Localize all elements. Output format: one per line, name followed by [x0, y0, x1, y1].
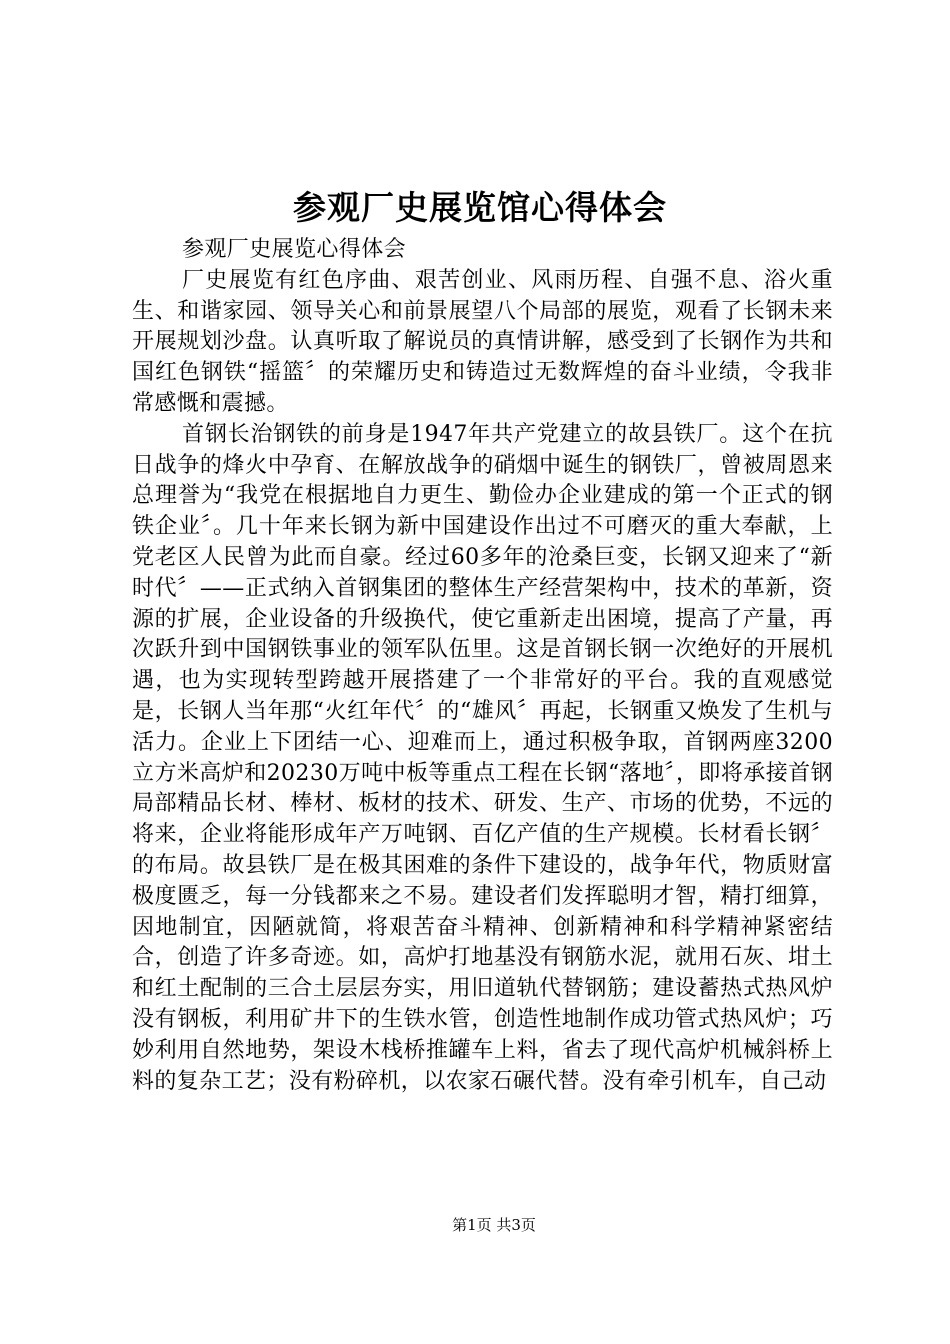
document-title: 参观厂史展览馆心得体会	[293, 188, 667, 227]
paragraph-history: 首钢长治钢铁的前身是1947年共产党建立的故县铁厂。这个在抗日战争的烽火中孕育、在解放战争的硝烟中诞生的钢铁厂，曾被周恩来总理誉为“我党在根据地自力更生、勤俭办企业建成的第一个正式的钢铁企业〞。几十年来长钢为新中国建设作出过不可磨灭的重大奉献，上党老区人民曾为此而自豪。经过60多年的沧桑巨变，长钢又迎来了“新时代〞——正式纳入首钢集团的整体生产经营架构中，技术的革新，资源的扩展，企业设备的升级换代，使它重新走出困境，提高了产量，再次跃升到中国钢铁事业的领军队伍里。这是首钢长钢一次绝好的开展机遇，也为实现转型跨越开展搭建了一个非常好的平台。我的直观感觉是，长钢人当年那“火红年代〞的“雄风〞再起，长钢重又焕发了生机与活力。企业上下团结一心、迎难而上，通过积极争取，首钢两座3200立方米高炉和20230万吨中板等重点工程在长钢“落地〞，即将承接首钢局部精品长材、棒材、板材的技术、研发、生产、市场的优势，不远的将来，企业将能形成年产万吨钢、百亿产值的生产规模。长材看长钢〞的布局。故县铁厂是在极其困难的条件下建设的，战争年代，物质财富极度匮乏，每一分钱都来之不易。建设者们发挥聪明才智，精打细算，因地制宜，因陋就简，将艰苦奋斗精神、创新精神和科学精神紧密结合，创造了许多奇迹。如，高炉打地基没有钢筋水泥，就用石灰、坩土和红土配制的三合土层层夯实，用旧道轨代替钢筋；建设蓄热式热风炉没有钢板，利用矿井下的生铁水管，创造性地制作成功管式热风炉；巧妙利用自然地势，架设木栈桥推罐车上料，省去了现代高炉机械斜桥上料的复杂工艺；没有粉碎机，以农家石碾代替。没有牵引机车，自己动	[132, 421, 833, 1094]
paragraph-exhibition: 厂史展览有红色序曲、艰苦创业、风雨历程、自强不息、浴火重生、和谐家园、领导关心和前景展望八个局部的展览，观看了长钢未来开展规划沙盘。认真听取了解说员的真情讲解，感受到了长钢作为共和国红色钢铁“摇篮〞的荣耀历史和铸造过无数辉煌的奋斗业绩，令我非常感慨和震撼。	[132, 267, 833, 416]
document-body	[132, 235, 833, 1097]
page-footer: 第1页 共3页	[452, 1216, 536, 1234]
paragraph-subtitle: 参观厂史展览心得体会	[182, 237, 407, 262]
